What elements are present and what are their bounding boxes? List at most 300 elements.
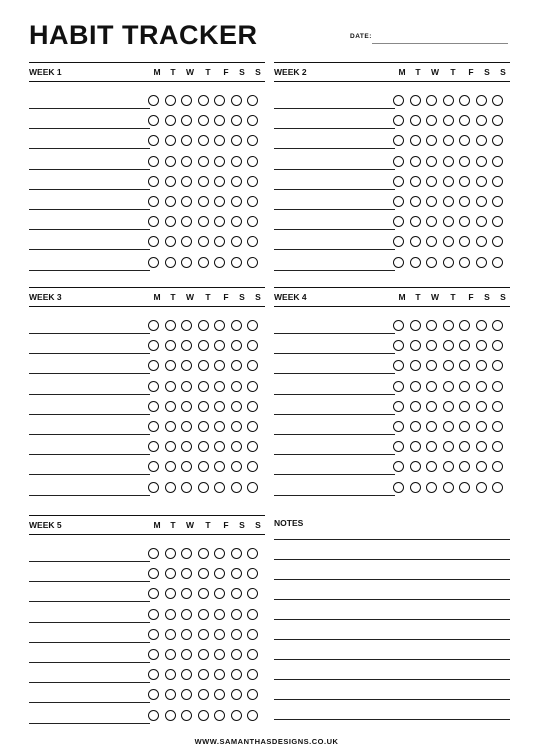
check-circle[interactable] — [443, 360, 454, 371]
habit-name-line[interactable] — [29, 209, 150, 210]
check-circle[interactable] — [181, 257, 192, 268]
habit-name-line[interactable] — [29, 642, 150, 643]
check-circle[interactable] — [443, 381, 454, 392]
check-circle[interactable] — [198, 649, 209, 660]
check-circle[interactable] — [165, 320, 176, 331]
check-circle[interactable] — [181, 360, 192, 371]
check-circle[interactable] — [181, 548, 192, 559]
notes-line[interactable] — [274, 539, 510, 540]
habit-name-line[interactable] — [29, 270, 150, 271]
check-circle[interactable] — [247, 360, 258, 371]
habit-name-line[interactable] — [274, 229, 395, 230]
check-circle[interactable] — [231, 340, 242, 351]
check-circle[interactable] — [426, 216, 437, 227]
check-circle[interactable] — [198, 568, 209, 579]
check-circle[interactable] — [459, 115, 470, 126]
check-circle[interactable] — [393, 156, 404, 167]
check-circle[interactable] — [231, 135, 242, 146]
check-circle[interactable] — [231, 196, 242, 207]
check-circle[interactable] — [426, 441, 437, 452]
notes-line[interactable] — [274, 579, 510, 580]
check-circle[interactable] — [148, 360, 159, 371]
check-circle[interactable] — [410, 320, 421, 331]
check-circle[interactable] — [231, 236, 242, 247]
check-circle[interactable] — [492, 441, 503, 452]
check-circle[interactable] — [198, 629, 209, 640]
check-circle[interactable] — [443, 156, 454, 167]
check-circle[interactable] — [443, 135, 454, 146]
notes-line[interactable] — [274, 659, 510, 660]
check-circle[interactable] — [443, 257, 454, 268]
check-circle[interactable] — [231, 381, 242, 392]
check-circle[interactable] — [181, 156, 192, 167]
check-circle[interactable] — [181, 340, 192, 351]
check-circle[interactable] — [148, 236, 159, 247]
check-circle[interactable] — [198, 401, 209, 412]
check-circle[interactable] — [198, 609, 209, 620]
check-circle[interactable] — [443, 320, 454, 331]
habit-name-line[interactable] — [29, 108, 150, 109]
check-circle[interactable] — [492, 381, 503, 392]
check-circle[interactable] — [181, 649, 192, 660]
check-circle[interactable] — [247, 588, 258, 599]
habit-name-line[interactable] — [274, 373, 395, 374]
check-circle[interactable] — [181, 236, 192, 247]
check-circle[interactable] — [214, 216, 225, 227]
check-circle[interactable] — [476, 176, 487, 187]
check-circle[interactable] — [410, 236, 421, 247]
notes-line[interactable] — [274, 619, 510, 620]
check-circle[interactable] — [247, 257, 258, 268]
check-circle[interactable] — [165, 257, 176, 268]
check-circle[interactable] — [393, 135, 404, 146]
habit-name-line[interactable] — [274, 108, 395, 109]
habit-name-line[interactable] — [274, 249, 395, 250]
check-circle[interactable] — [165, 381, 176, 392]
check-circle[interactable] — [476, 381, 487, 392]
check-circle[interactable] — [476, 135, 487, 146]
check-circle[interactable] — [165, 689, 176, 700]
check-circle[interactable] — [165, 482, 176, 493]
check-circle[interactable] — [443, 115, 454, 126]
check-circle[interactable] — [247, 216, 258, 227]
check-circle[interactable] — [165, 196, 176, 207]
check-circle[interactable] — [426, 421, 437, 432]
check-circle[interactable] — [426, 401, 437, 412]
check-circle[interactable] — [214, 156, 225, 167]
check-circle[interactable] — [181, 689, 192, 700]
check-circle[interactable] — [231, 568, 242, 579]
notes-line[interactable] — [274, 639, 510, 640]
check-circle[interactable] — [231, 257, 242, 268]
check-circle[interactable] — [198, 156, 209, 167]
check-circle[interactable] — [231, 360, 242, 371]
check-circle[interactable] — [443, 482, 454, 493]
check-circle[interactable] — [181, 95, 192, 106]
check-circle[interactable] — [181, 320, 192, 331]
check-circle[interactable] — [492, 216, 503, 227]
check-circle[interactable] — [231, 216, 242, 227]
check-circle[interactable] — [459, 381, 470, 392]
check-circle[interactable] — [165, 216, 176, 227]
habit-name-line[interactable] — [29, 723, 150, 724]
check-circle[interactable] — [148, 196, 159, 207]
check-circle[interactable] — [214, 689, 225, 700]
check-circle[interactable] — [148, 135, 159, 146]
check-circle[interactable] — [426, 360, 437, 371]
check-circle[interactable] — [165, 95, 176, 106]
check-circle[interactable] — [165, 360, 176, 371]
check-circle[interactable] — [165, 649, 176, 660]
habit-name-line[interactable] — [29, 561, 150, 562]
check-circle[interactable] — [198, 710, 209, 721]
habit-name-line[interactable] — [274, 353, 395, 354]
habit-name-line[interactable] — [29, 128, 150, 129]
check-circle[interactable] — [476, 156, 487, 167]
check-circle[interactable] — [443, 236, 454, 247]
check-circle[interactable] — [393, 482, 404, 493]
check-circle[interactable] — [476, 320, 487, 331]
check-circle[interactable] — [393, 401, 404, 412]
check-circle[interactable] — [476, 115, 487, 126]
check-circle[interactable] — [426, 135, 437, 146]
check-circle[interactable] — [492, 360, 503, 371]
check-circle[interactable] — [214, 320, 225, 331]
check-circle[interactable] — [148, 216, 159, 227]
check-circle[interactable] — [214, 95, 225, 106]
habit-name-line[interactable] — [29, 622, 150, 623]
check-circle[interactable] — [148, 421, 159, 432]
check-circle[interactable] — [231, 649, 242, 660]
check-circle[interactable] — [426, 176, 437, 187]
habit-name-line[interactable] — [29, 414, 150, 415]
check-circle[interactable] — [165, 236, 176, 247]
habit-name-line[interactable] — [29, 169, 150, 170]
check-circle[interactable] — [198, 340, 209, 351]
check-circle[interactable] — [148, 609, 159, 620]
check-circle[interactable] — [214, 441, 225, 452]
notes-line[interactable] — [274, 599, 510, 600]
check-circle[interactable] — [459, 236, 470, 247]
check-circle[interactable] — [476, 360, 487, 371]
check-circle[interactable] — [492, 236, 503, 247]
check-circle[interactable] — [214, 669, 225, 680]
check-circle[interactable] — [459, 320, 470, 331]
check-circle[interactable] — [231, 548, 242, 559]
check-circle[interactable] — [181, 441, 192, 452]
check-circle[interactable] — [247, 568, 258, 579]
check-circle[interactable] — [148, 257, 159, 268]
check-circle[interactable] — [247, 710, 258, 721]
check-circle[interactable] — [476, 196, 487, 207]
check-circle[interactable] — [443, 216, 454, 227]
check-circle[interactable] — [214, 568, 225, 579]
check-circle[interactable] — [198, 95, 209, 106]
check-circle[interactable] — [148, 588, 159, 599]
check-circle[interactable] — [393, 216, 404, 227]
check-circle[interactable] — [214, 236, 225, 247]
habit-name-line[interactable] — [274, 270, 395, 271]
check-circle[interactable] — [231, 482, 242, 493]
check-circle[interactable] — [393, 320, 404, 331]
check-circle[interactable] — [148, 649, 159, 660]
check-circle[interactable] — [181, 381, 192, 392]
check-circle[interactable] — [198, 482, 209, 493]
check-circle[interactable] — [214, 461, 225, 472]
check-circle[interactable] — [393, 421, 404, 432]
check-circle[interactable] — [181, 609, 192, 620]
check-circle[interactable] — [410, 115, 421, 126]
check-circle[interactable] — [198, 196, 209, 207]
check-circle[interactable] — [198, 176, 209, 187]
check-circle[interactable] — [426, 257, 437, 268]
check-circle[interactable] — [426, 156, 437, 167]
check-circle[interactable] — [214, 360, 225, 371]
check-circle[interactable] — [459, 401, 470, 412]
habit-name-line[interactable] — [274, 169, 395, 170]
habit-name-line[interactable] — [29, 581, 150, 582]
check-circle[interactable] — [165, 669, 176, 680]
check-circle[interactable] — [181, 588, 192, 599]
check-circle[interactable] — [231, 401, 242, 412]
check-circle[interactable] — [443, 340, 454, 351]
habit-name-line[interactable] — [29, 373, 150, 374]
check-circle[interactable] — [231, 176, 242, 187]
check-circle[interactable] — [426, 340, 437, 351]
check-circle[interactable] — [476, 340, 487, 351]
check-circle[interactable] — [459, 482, 470, 493]
check-circle[interactable] — [148, 401, 159, 412]
check-circle[interactable] — [476, 461, 487, 472]
check-circle[interactable] — [393, 441, 404, 452]
check-circle[interactable] — [492, 482, 503, 493]
check-circle[interactable] — [165, 461, 176, 472]
check-circle[interactable] — [247, 340, 258, 351]
check-circle[interactable] — [198, 421, 209, 432]
habit-name-line[interactable] — [274, 148, 395, 149]
check-circle[interactable] — [410, 156, 421, 167]
check-circle[interactable] — [247, 401, 258, 412]
check-circle[interactable] — [181, 482, 192, 493]
check-circle[interactable] — [148, 340, 159, 351]
check-circle[interactable] — [476, 95, 487, 106]
check-circle[interactable] — [476, 441, 487, 452]
check-circle[interactable] — [214, 588, 225, 599]
check-circle[interactable] — [459, 135, 470, 146]
check-circle[interactable] — [214, 482, 225, 493]
check-circle[interactable] — [459, 461, 470, 472]
check-circle[interactable] — [410, 360, 421, 371]
check-circle[interactable] — [410, 401, 421, 412]
notes-line[interactable] — [274, 559, 510, 560]
check-circle[interactable] — [214, 135, 225, 146]
check-circle[interactable] — [148, 115, 159, 126]
habit-name-line[interactable] — [29, 229, 150, 230]
check-circle[interactable] — [214, 115, 225, 126]
check-circle[interactable] — [410, 381, 421, 392]
check-circle[interactable] — [426, 236, 437, 247]
check-circle[interactable] — [459, 176, 470, 187]
check-circle[interactable] — [181, 401, 192, 412]
check-circle[interactable] — [247, 461, 258, 472]
check-circle[interactable] — [148, 669, 159, 680]
check-circle[interactable] — [181, 421, 192, 432]
habit-name-line[interactable] — [274, 434, 395, 435]
habit-name-line[interactable] — [29, 682, 150, 683]
check-circle[interactable] — [148, 568, 159, 579]
check-circle[interactable] — [459, 441, 470, 452]
check-circle[interactable] — [426, 95, 437, 106]
check-circle[interactable] — [459, 156, 470, 167]
check-circle[interactable] — [410, 461, 421, 472]
check-circle[interactable] — [198, 669, 209, 680]
habit-name-line[interactable] — [274, 414, 395, 415]
check-circle[interactable] — [492, 156, 503, 167]
check-circle[interactable] — [247, 381, 258, 392]
check-circle[interactable] — [443, 461, 454, 472]
check-circle[interactable] — [198, 588, 209, 599]
habit-name-line[interactable] — [274, 474, 395, 475]
check-circle[interactable] — [410, 135, 421, 146]
habit-name-line[interactable] — [274, 209, 395, 210]
check-circle[interactable] — [426, 115, 437, 126]
check-circle[interactable] — [459, 216, 470, 227]
check-circle[interactable] — [165, 421, 176, 432]
habit-name-line[interactable] — [274, 189, 395, 190]
check-circle[interactable] — [247, 115, 258, 126]
check-circle[interactable] — [426, 381, 437, 392]
check-circle[interactable] — [459, 95, 470, 106]
check-circle[interactable] — [198, 320, 209, 331]
check-circle[interactable] — [181, 568, 192, 579]
habit-name-line[interactable] — [29, 249, 150, 250]
check-circle[interactable] — [214, 381, 225, 392]
check-circle[interactable] — [476, 257, 487, 268]
check-circle[interactable] — [214, 548, 225, 559]
check-circle[interactable] — [198, 548, 209, 559]
check-circle[interactable] — [231, 710, 242, 721]
check-circle[interactable] — [247, 156, 258, 167]
check-circle[interactable] — [247, 320, 258, 331]
notes-line[interactable] — [274, 679, 510, 680]
check-circle[interactable] — [165, 156, 176, 167]
check-circle[interactable] — [492, 320, 503, 331]
check-circle[interactable] — [231, 461, 242, 472]
check-circle[interactable] — [247, 176, 258, 187]
check-circle[interactable] — [247, 482, 258, 493]
check-circle[interactable] — [426, 196, 437, 207]
check-circle[interactable] — [393, 115, 404, 126]
check-circle[interactable] — [492, 95, 503, 106]
habit-name-line[interactable] — [29, 189, 150, 190]
check-circle[interactable] — [198, 216, 209, 227]
habit-name-line[interactable] — [274, 454, 395, 455]
habit-name-line[interactable] — [29, 333, 150, 334]
habit-name-line[interactable] — [29, 434, 150, 435]
check-circle[interactable] — [214, 176, 225, 187]
check-circle[interactable] — [393, 360, 404, 371]
check-circle[interactable] — [410, 441, 421, 452]
check-circle[interactable] — [492, 340, 503, 351]
habit-name-line[interactable] — [29, 702, 150, 703]
check-circle[interactable] — [148, 689, 159, 700]
check-circle[interactable] — [198, 236, 209, 247]
check-circle[interactable] — [459, 257, 470, 268]
check-circle[interactable] — [231, 629, 242, 640]
check-circle[interactable] — [181, 176, 192, 187]
check-circle[interactable] — [393, 461, 404, 472]
check-circle[interactable] — [410, 482, 421, 493]
check-circle[interactable] — [181, 461, 192, 472]
check-circle[interactable] — [443, 441, 454, 452]
check-circle[interactable] — [393, 95, 404, 106]
check-circle[interactable] — [165, 629, 176, 640]
check-circle[interactable] — [247, 95, 258, 106]
habit-name-line[interactable] — [29, 662, 150, 663]
check-circle[interactable] — [247, 196, 258, 207]
check-circle[interactable] — [476, 216, 487, 227]
check-circle[interactable] — [443, 401, 454, 412]
check-circle[interactable] — [393, 176, 404, 187]
check-circle[interactable] — [459, 421, 470, 432]
check-circle[interactable] — [181, 629, 192, 640]
check-circle[interactable] — [214, 609, 225, 620]
check-circle[interactable] — [476, 421, 487, 432]
check-circle[interactable] — [247, 649, 258, 660]
check-circle[interactable] — [231, 320, 242, 331]
check-circle[interactable] — [410, 196, 421, 207]
check-circle[interactable] — [231, 156, 242, 167]
check-circle[interactable] — [148, 320, 159, 331]
check-circle[interactable] — [148, 441, 159, 452]
check-circle[interactable] — [492, 401, 503, 412]
habit-name-line[interactable] — [274, 495, 395, 496]
check-circle[interactable] — [410, 421, 421, 432]
check-circle[interactable] — [148, 381, 159, 392]
check-circle[interactable] — [181, 196, 192, 207]
check-circle[interactable] — [247, 135, 258, 146]
check-circle[interactable] — [443, 95, 454, 106]
check-circle[interactable] — [393, 236, 404, 247]
check-circle[interactable] — [165, 548, 176, 559]
check-circle[interactable] — [148, 176, 159, 187]
check-circle[interactable] — [198, 381, 209, 392]
check-circle[interactable] — [492, 257, 503, 268]
check-circle[interactable] — [148, 482, 159, 493]
check-circle[interactable] — [231, 115, 242, 126]
check-circle[interactable] — [410, 340, 421, 351]
check-circle[interactable] — [214, 340, 225, 351]
check-circle[interactable] — [247, 441, 258, 452]
check-circle[interactable] — [393, 340, 404, 351]
check-circle[interactable] — [410, 95, 421, 106]
check-circle[interactable] — [148, 95, 159, 106]
check-circle[interactable] — [214, 629, 225, 640]
check-circle[interactable] — [443, 176, 454, 187]
check-circle[interactable] — [214, 710, 225, 721]
check-circle[interactable] — [459, 196, 470, 207]
check-circle[interactable] — [148, 461, 159, 472]
check-circle[interactable] — [165, 609, 176, 620]
check-circle[interactable] — [247, 236, 258, 247]
check-circle[interactable] — [231, 609, 242, 620]
check-circle[interactable] — [247, 629, 258, 640]
check-circle[interactable] — [165, 340, 176, 351]
check-circle[interactable] — [231, 421, 242, 432]
habit-name-line[interactable] — [29, 394, 150, 395]
check-circle[interactable] — [148, 710, 159, 721]
notes-line[interactable] — [274, 699, 510, 700]
